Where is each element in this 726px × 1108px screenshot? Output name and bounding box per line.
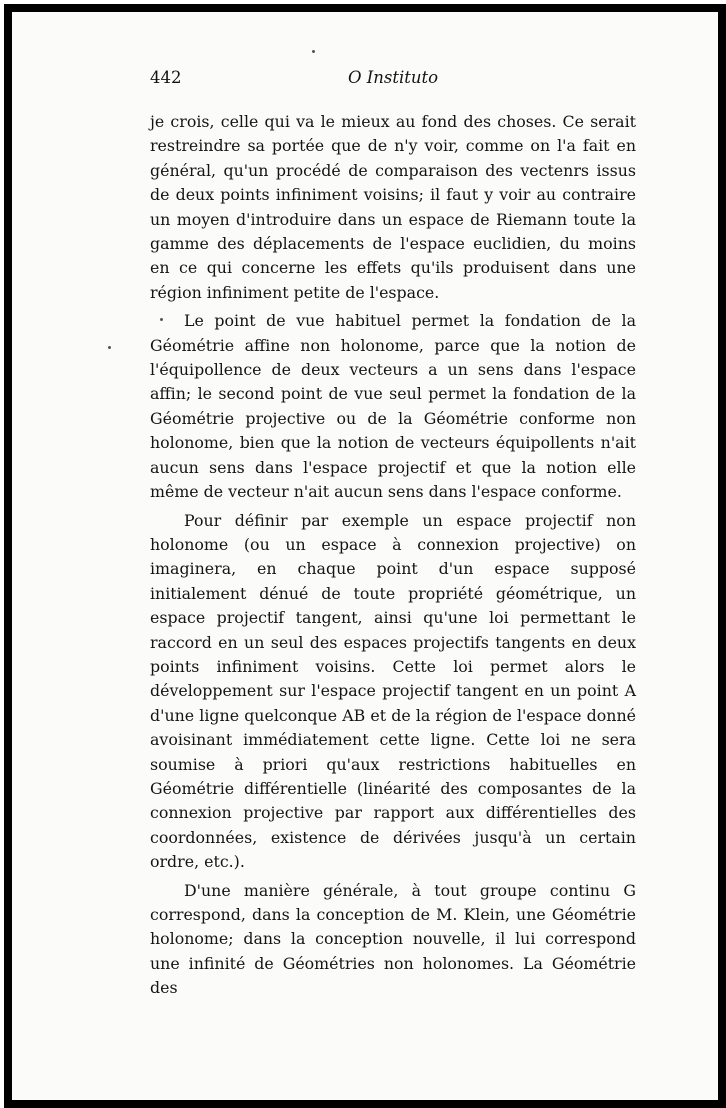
paragraph-3: Pour définir par exemple un espace projectif non holonome (ou un espace à connexion projective) on imaginera, en chaque point d'un espace supposé initialement dénué de toute propriété géométrique, un espace projectif tangent, ainsi qu'une loi permettant le raccord en un seul des espaces projectifs tangents en deux points infiniment voisins. Cette loi permet alors le développement sur l'espace projectif tangent en un point A d'une ligne quelconque AB et de la région de l'espace donné avoisinant immédiatement cette ligne. Cette loi ne sera soumise à priori qu'aux restrictions habituelles en Géométrie différentielle (linéarité des composantes de la connexion projective par rapport aux différentielles des coordonnées, existence de dérivées jusqu'à un certain ordre, etc.).: [150, 510, 636, 872]
body-text: [150, 110, 636, 1001]
running-title: O Instituto: [347, 68, 439, 87]
paragraph-4: D'une manière générale, à tout groupe continu G correspond, dans la conception de M. Klein, une Géométrie holonome; dans la conception nouvelle, il lui correspond une infinité de Géométries non holonomes. La Géométrie des: [150, 880, 636, 998]
page-number: 442: [150, 68, 182, 87]
print-speck: [160, 318, 163, 321]
page-frame: [4, 4, 726, 1108]
document-page: [12, 12, 718, 1100]
page-header: [150, 68, 636, 96]
paragraph-2: Le point de vue habituel permet la fondation de la Géométrie affine non holonome, parce que la notion de l'équipollence de deux vecteurs a un sens dans l'espace affin; le second point de vue seul permet la fondation de la Géométrie projective ou de la Géométrie conforme non holonome, bien que la notion de vecteurs équipollents n'ait aucun sens dans l'espace projectif et que la notion elle même de vecteur n'ait aucun sens dans l'espace conforme.: [150, 311, 636, 502]
print-speck: [108, 346, 111, 349]
print-speck: [312, 50, 315, 53]
paragraph-1: je crois, celle qui va le mieux au fond des choses. Ce serait restreindre sa portée que de n'y voir, comme on l'a fait en général, qu'un procédé de comparaison des vectenrs issus de deux points infiniment voisins; il faut y voir au contraire un moyen d'introduire dans un espace de Riemann toute la gamme des déplacements de l'espace euclidien, du moins en ce qui concerne les effets qu'ils produisent dans une région infiniment petite de l'espace.: [150, 112, 636, 302]
